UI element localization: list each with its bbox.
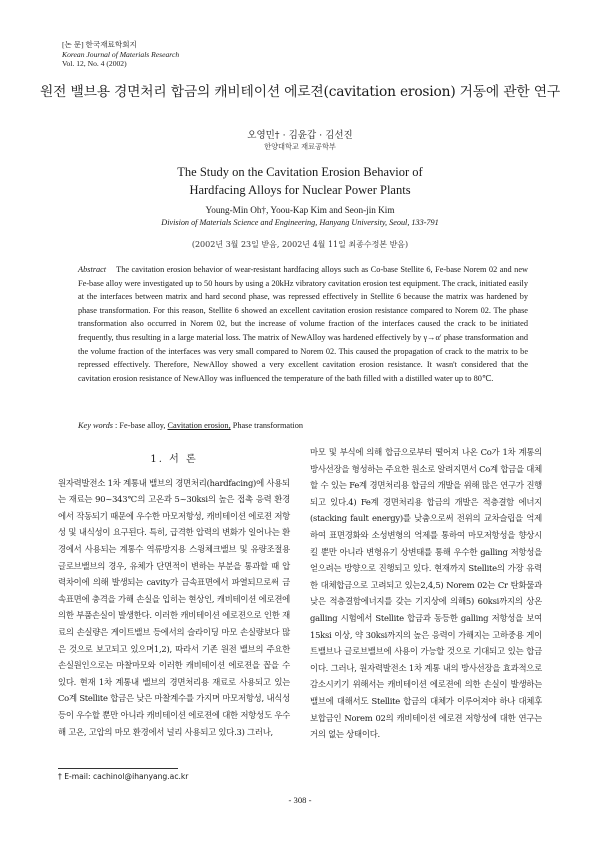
title-english xyxy=(60,163,540,199)
keyword-2: Cavitation erosion, xyxy=(167,421,231,430)
journal-volume: Vol. 12, No. 4 (2002) xyxy=(62,59,127,68)
keywords xyxy=(78,421,528,430)
authors-korean: 오영민† · 김윤갑 · 김선진 xyxy=(247,130,353,141)
right-column-paragraph: 마모 및 부식에 의해 합금으로부터 떨어져 나온 Co가 1차 계통의 방사선장을 형성하는 주요한 원소로 알려지면서 Co계 합금을 대체할 수 있는 Fe계 경면처리용 합금의 개발을 위해 많은 연구가 진행되고 있다.4) Fe계 경면처리용 합금의 개발은 적층결함 에너지(stacking fault energy)를 낮춤으로써 전위의 교차슬립을 억제하여 표면경화와 소성변형의 억제를 통하여 마모저항성을 향상시킬 뿐만 아니라 변형유기 상변태를 통해 우수한 galling 저항성을 얻으려는 방향으로 진행되고 있다. 현재까지 Stellite의 가장 유력한 대체합금으로 고려되고 있는2,4,5) Norem 02는 Cr 탄화물과 낮은 적층결함에너지를 갖는 기지상에 의해5) 60ksi까지의 상온 galling 시험에서 Stellite 합금과 동등한 galling 저항성을 보여 15ksi 이상, 약 30ksi까지의 높은 응력이 가해지는 고하중용 게이트밸브나 글로브밸브에 사용이 가능할 것으로 기대되고 있는 합금이다. 그러나, 원자력발전소 1차 계통 내의 방사선장을 효과적으로 감소시키기 위해서는 캐비테이션 에로젼에 의한 손실이 발생하는 밸브에 대해서도 Stellite 합금의 대체가 이루어져야 하나 대체후보합금인 Norem 02의 캐비테이션 에로젼 저항성에 대한 연구는 거의 없는 상태이다. xyxy=(310,447,542,740)
journal-name-ko: [논 문] 한국재료학회지 xyxy=(62,40,137,49)
received-dates: (2002년 3월 23일 받음, 2002년 4월 11일 최종수정본 받음) xyxy=(191,240,409,249)
left-column xyxy=(58,444,290,740)
right-column xyxy=(310,444,542,743)
footnote-divider xyxy=(58,768,178,769)
title-english-line-2: Hardfacing Alloys for Nuclear Power Plants xyxy=(189,183,411,197)
title-english-line-1: The Study on the Cavitation Erosion Behavior of xyxy=(177,165,423,179)
journal-name-en: Korean Journal of Materials Research xyxy=(62,49,180,59)
abstract-text: The cavitation erosion behavior of wear-resistant hardfacing alloys such as Co-base Stellite 6, Fe-base Norem 02 and new Fe-base alloy were investigated up to 50 hours by using a 20kHz vibratory cavitation erosion test equipment. The crack, initiated easily at the interfaces between matrix and hard second phase, was repressed effectively in Stellite 6 because the matrix was hardened by phase transformation. For this reason, Stellite 6 showed an excellent cavitation erosion resistance compared to Norem 02. The phase transformation also occurred in Norem 02, but the increase of volume fraction of the interfaces caused the crack to be initiated frequently, thus resulting in a large material loss. The matrix of NewAlloy was hardened effectively by γ→α′ phase transformation and the volume fraction of the interfaces was very small compared to Norem 02. This caused the propagation of crack to the matrix to be repressed effectively. Therefore, NewAlloy showed a very excellent cavitation erosion resistance. It wasn't considered that the cavitation erosion resistance of NewAlloy was influenced the temperature of the bath filled with a distilled water up to 80℃. xyxy=(78,265,528,383)
page-number: - 308 - xyxy=(288,795,312,805)
keyword-3: Phase transformation xyxy=(230,421,303,430)
abstract-label: Abstract xyxy=(78,265,107,274)
section-heading-introduction: 1. 서 론 xyxy=(150,454,198,465)
affiliation-english: Division of Materials Science and Engineering, Hanyang University, Seoul, 133-791 xyxy=(161,218,439,227)
left-column-paragraph: 원자력발전소 1차 계통내 밸브의 경면처리(hardfacing)에 사용되는 재료는 90~343℃의 고온과 5~30ksi의 높은 접촉 응력 환경에서 작동되기 때문에 우수한 마모저항성, 캐비테이션 에로젼 저항성 및 내식성이 요구된다. 특히, 급격한 압력의 변화가 일어나는 환경에서 사용되는 계통수 역류방지용 스윙체크밸브 및 유량조절용 글로브밸브의 경우, 유체가 단면적이 변하는 부분을 통과할 때 압력차이에 의해 발생되는 cavity가 금속표면에서 파열되므로써 금속표면에 충격을 가해 손실을 입히는 현상인, 캐비테이션 에로젼에 의한 부품손실이 발생한다. 이러한 캐비테이션 에로젼으로 인한 재료의 손실량은 게이트밸브 등에서의 슬라이딩 마모 손실량보다 많은 것으로 보고되고 있으며1,2), 따라서 기존 원전 밸브의 주요한 손실원인으로는 마찰마모와 이러한 캐비테이션 에로젼을 꼽을 수 있다. 현재 1차 계통내 밸브의 경면처리용 재료로 사용되고 있는 Co계 Stellite 합금은 낮은 마찰계수를 가지며 마모저항성, 내식성 등이 우수할 뿐만 아니라 캐비테이션 에로젼에 대한 저항성도 우수해 고온, 고압의 마모 환경에서 널리 사용되고 있다.3) 그러나, xyxy=(58,477,290,737)
authors-english: Young-Min Oh†, Yoou-Kap Kim and Seon-jin Kim xyxy=(205,205,395,215)
journal-header xyxy=(62,40,179,69)
title-korean: 원전 밸브용 경면처리 합금의 캐비테이션 에로젼(cavitation erosion) 거동에 관한 연구 xyxy=(40,84,560,100)
abstract xyxy=(78,263,528,385)
keywords-label: Key words xyxy=(78,421,113,430)
footnote-email: † E-mail: cachinol@ihanyang.ac.kr xyxy=(58,772,189,781)
keyword-1: : Fe-base alloy, xyxy=(112,421,168,430)
affiliation-korean: 한양대학교 재료공학부 xyxy=(264,142,336,151)
